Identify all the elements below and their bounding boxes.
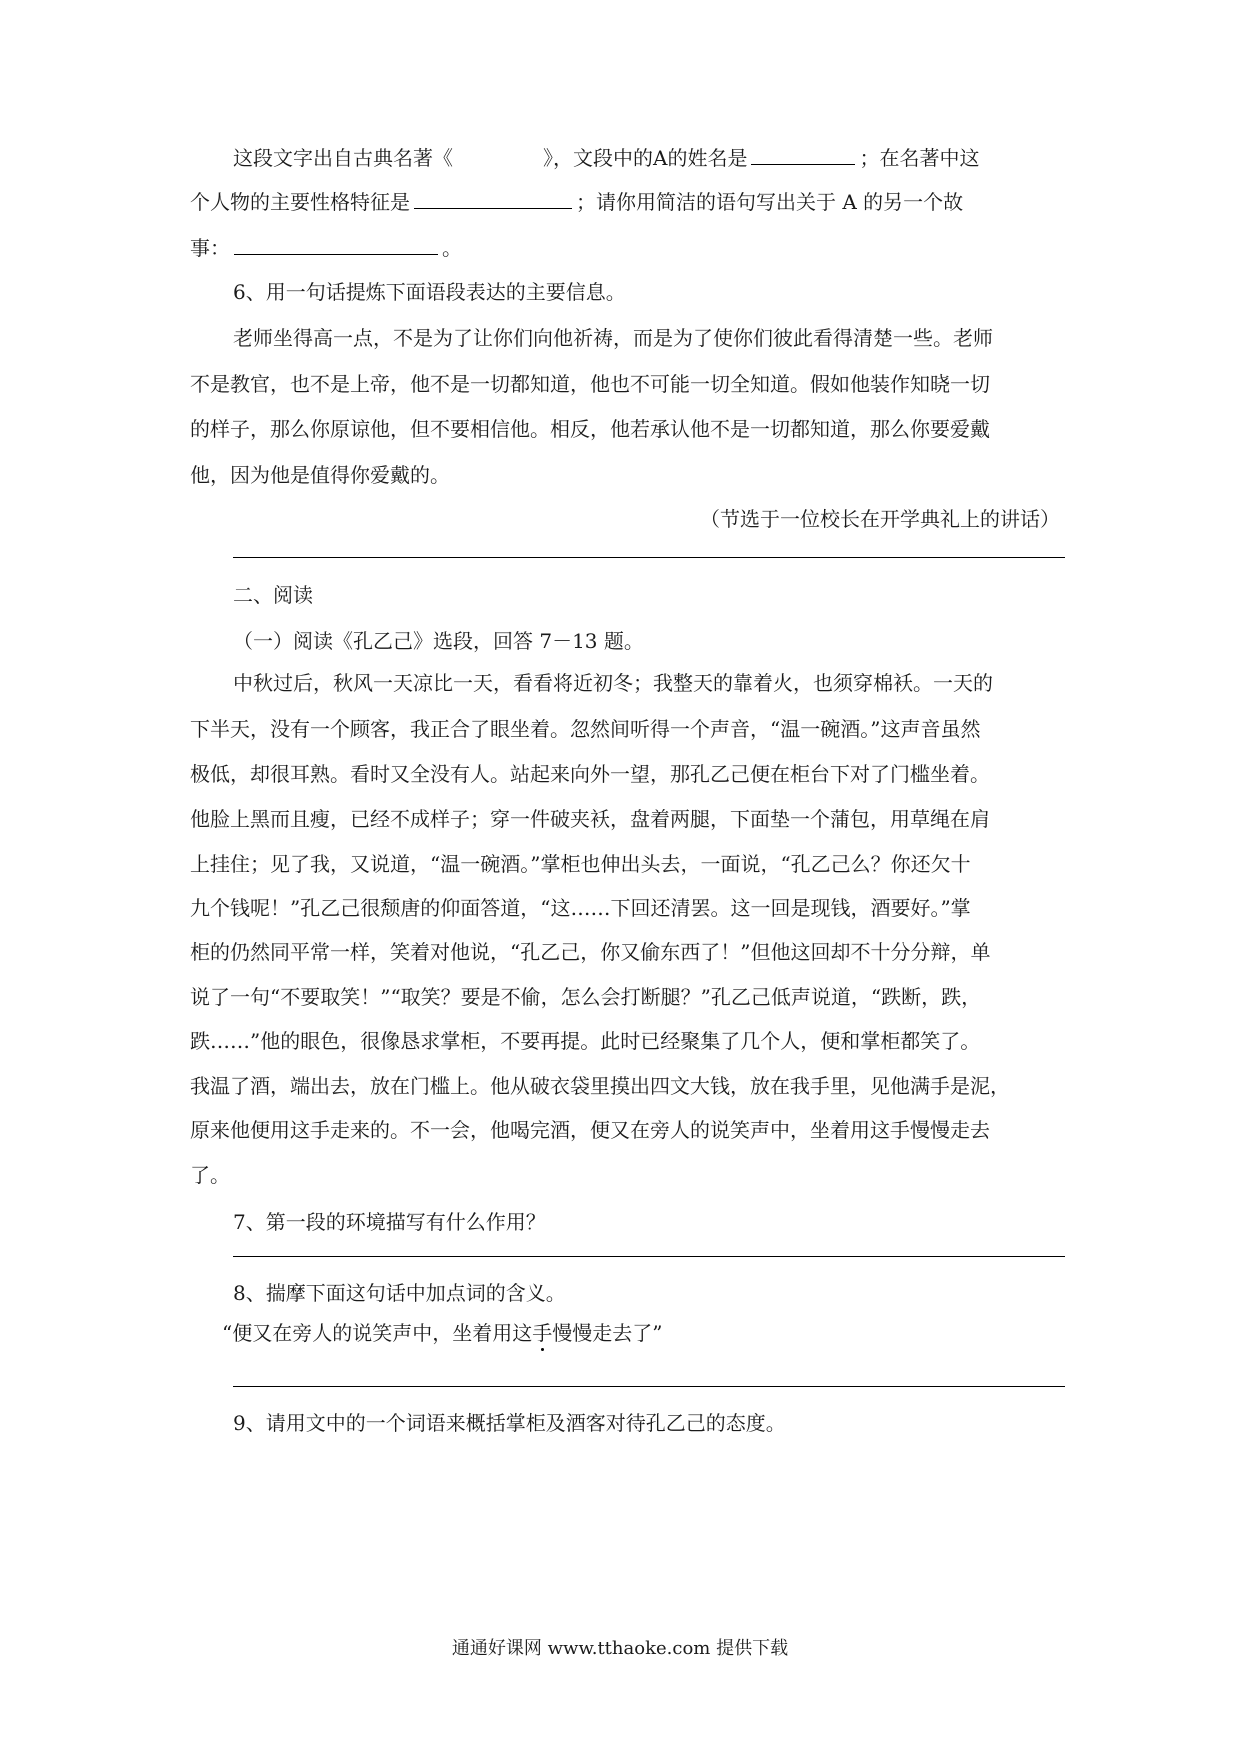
q8-answer-line[interactable] [233,1386,1065,1387]
trait-answer-blank[interactable] [414,186,572,209]
q6-passage-line: 他，因为他是值得你爱戴的。 [190,463,450,487]
q5-line-1 [233,142,1065,173]
passage-line: 柜的仍然同平常一样，笑着对他说，“孔乙己，你又偷东西了！”但他这回却不十分分辩，单 [190,940,991,964]
q6-passage-line: 老师坐得高一点，不是为了让你们向他祈祷，而是为了使你们彼此看得清楚一些。老师 [233,326,993,350]
q5-text: 》，文段中的A的姓名是 [543,146,748,170]
passage-line: 跌……”他的眼色，很像恳求掌柜，不要再提。此时已经聚集了几个人，便和掌柜都笑了。 [190,1029,981,1053]
q8-quote-text: 慢慢走去了” [552,1321,663,1345]
passage-line: 我温了酒，端出去，放在门槛上。他从破衣袋里摸出四文大钱，放在我手里，见他满手是泥， [190,1074,1010,1098]
name-answer-blank[interactable] [751,142,855,165]
passage-line: 说了一句“不要取笑！”“取笑？要是不偷，怎么会打断腿？”孔乙己低声说道，“跌断，跌， [190,985,982,1009]
q5-line-2 [190,186,1065,217]
footer-text: 通通好课网 www.tthaoke.com 提供下载 [451,1638,789,1659]
q5-line-3 [190,232,1065,263]
passage-line: 极低，却很耳熟。看时又全没有人。站起来向外一望，那孔乙己便在柜台下对了门槛坐着。 [190,762,990,786]
q8-quote-text: “便又在旁人的说笑声中，坐着用这 [222,1321,533,1345]
q9-prompt: 9、请用文中的一个词语来概括掌柜及酒客对待孔乙己的态度。 [233,1411,786,1435]
passage-line: 上挂住；见了我，又说道，“温一碗酒。”掌柜也伸出头去，一面说，“孔乙己么？你还欠十 [190,852,971,876]
story-answer-blank[interactable] [234,232,438,255]
passage-line: 原来他便用这手走来的。不一会，他喝完酒，便又在旁人的说笑声中，坐着用这手慢慢走去 [190,1118,990,1142]
dotted-word: 手 [532,1321,553,1345]
q5-text: 这段文字出自古典名著《 [233,146,453,170]
passage-line: 了。 [190,1163,230,1187]
sub-heading: （一）阅读《孔乙己》选段，回答 7－13 题。 [233,629,644,653]
q5-text: 事： [190,236,230,260]
q8-quote [222,1318,1097,1348]
q6-passage-line: 不是教官，也不是上帝，他不是一切都知道，他也不可能一切全知道。假如他装作知晓一切 [190,372,990,396]
q6-answer-line[interactable] [233,557,1065,558]
q5-text: ；在名著中这 [859,146,980,170]
q5-text: 个人物的主要性格特征是 [190,190,410,214]
q7-answer-line[interactable] [233,1256,1065,1257]
q6-passage-line: 的样子，那么你原谅他，但不要相信他。相反，他若承认他不是一切都知道，那么你要爱戴 [190,417,990,441]
passage-line: 中秋过后，秋风一天凉比一天，看看将近初冬；我整天的靠着火，也须穿棉袄。一天的 [233,671,993,695]
section-heading: 二、阅读 [233,583,313,607]
q8-prompt: 8、揣摩下面这句话中加点词的含义。 [233,1281,566,1305]
passage-line: 九个钱呢！”孔乙己很颓唐的仰面答道，“这……下回还清罢。这一回是现钱，酒要好。”掌 [190,896,971,920]
q6-prompt: 6、用一句话提炼下面语段表达的主要信息。 [233,280,626,304]
passage-line: 他脸上黑而且瘦，已经不成样子；穿一件破夹袄，盘着两腿，下面垫一个蒲包，用草绳在肩 [190,807,990,831]
q7-prompt: 7、第一段的环境描写有什么作用？ [233,1210,546,1234]
q6-source: （节选于一位校长在开学典礼上的讲话） [700,507,1060,531]
q5-text: ；请你用简洁的语句写出关于 A 的另一个故 [576,190,964,214]
q5-text: 。 [442,236,462,260]
passage-line: 下半天，没有一个顾客，我正合了眼坐着。忽然间听得一个声音，“温一碗酒。”这声音虽然 [190,717,981,741]
